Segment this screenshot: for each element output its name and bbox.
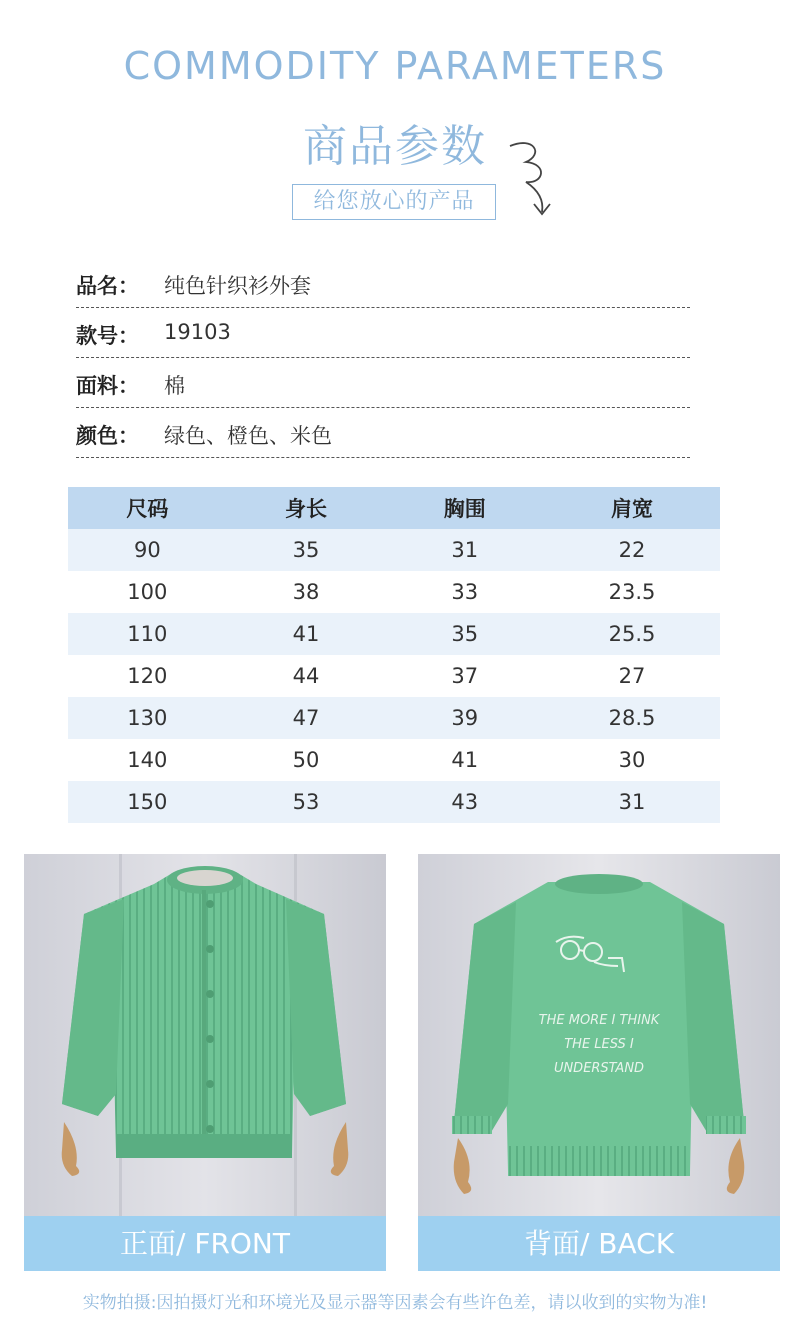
- table-cell: 44: [227, 655, 386, 697]
- table-header: 身长: [227, 487, 386, 529]
- subtitle-badge: 给您放心的产品: [292, 184, 496, 220]
- param-label: 面料：: [76, 374, 139, 398]
- curly-arrow-icon: [504, 136, 560, 218]
- table-cell: 50: [227, 739, 386, 781]
- footer-disclaimer: 实物拍摄:因拍摄灯光和环境光及显示器等因素会有些许色差，请以收到的实物为准!: [82, 1293, 708, 1313]
- table-header: 尺码: [68, 487, 227, 529]
- table-row: [68, 697, 720, 739]
- table-row: [68, 739, 720, 781]
- back-print-line: THE LESS I: [564, 1037, 634, 1052]
- product-photo-front: [24, 854, 386, 1216]
- table-row: [68, 529, 720, 571]
- title-cn: 商品参数: [303, 121, 487, 172]
- table-header: 肩宽: [544, 487, 720, 529]
- table-row: [68, 571, 720, 613]
- table-cell: 38: [227, 571, 386, 613]
- table-cell: 41: [227, 613, 386, 655]
- param-row-fabric: [76, 358, 690, 408]
- size-table: [68, 487, 720, 823]
- caption-back: 背面/ BACK: [418, 1216, 780, 1271]
- table-header: 胸围: [385, 487, 544, 529]
- table-cell: 130: [68, 697, 227, 739]
- table-cell: 22: [544, 529, 720, 571]
- table-cell: 90: [68, 529, 227, 571]
- param-label: 款号：: [76, 324, 139, 348]
- param-value: 绿色、橙色、米色: [164, 424, 332, 448]
- table-header-row: [68, 487, 720, 529]
- param-label: 颜色：: [76, 424, 139, 448]
- table-cell: 28.5: [544, 697, 720, 739]
- param-value: 19103: [164, 320, 231, 344]
- back-print-line: UNDERSTAND: [553, 1061, 645, 1076]
- table-cell: 30: [544, 739, 720, 781]
- product-photo-back: [418, 854, 780, 1216]
- table-cell: 23.5: [544, 571, 720, 613]
- table-row: [68, 781, 720, 823]
- table-cell: 37: [385, 655, 544, 697]
- back-print-line: THE MORE I THINK: [538, 1013, 660, 1028]
- param-value: 纯色针织衫外套: [164, 274, 311, 298]
- table-cell: 31: [544, 781, 720, 823]
- table-cell: 39: [385, 697, 544, 739]
- table-cell: 140: [68, 739, 227, 781]
- table-cell: 120: [68, 655, 227, 697]
- param-row-color: [76, 408, 690, 458]
- param-row-style: [76, 308, 690, 358]
- table-cell: 110: [68, 613, 227, 655]
- table-cell: 41: [385, 739, 544, 781]
- product-params: [76, 258, 690, 458]
- table-cell: 35: [227, 529, 386, 571]
- table-cell: 27: [544, 655, 720, 697]
- param-row-name: [76, 258, 690, 308]
- table-cell: 43: [385, 781, 544, 823]
- caption-front: 正面/ FRONT: [24, 1216, 386, 1271]
- table-cell: 25.5: [544, 613, 720, 655]
- table-cell: 53: [227, 781, 386, 823]
- table-cell: 150: [68, 781, 227, 823]
- title-en: COMMODITY PARAMETERS: [123, 44, 667, 88]
- table-cell: 31: [385, 529, 544, 571]
- table-cell: 33: [385, 571, 544, 613]
- table-row: [68, 655, 720, 697]
- table-row: [68, 613, 720, 655]
- param-label: 品名：: [76, 274, 139, 298]
- table-cell: 35: [385, 613, 544, 655]
- table-cell: 100: [68, 571, 227, 613]
- param-value: 棉: [164, 374, 185, 398]
- table-cell: 47: [227, 697, 386, 739]
